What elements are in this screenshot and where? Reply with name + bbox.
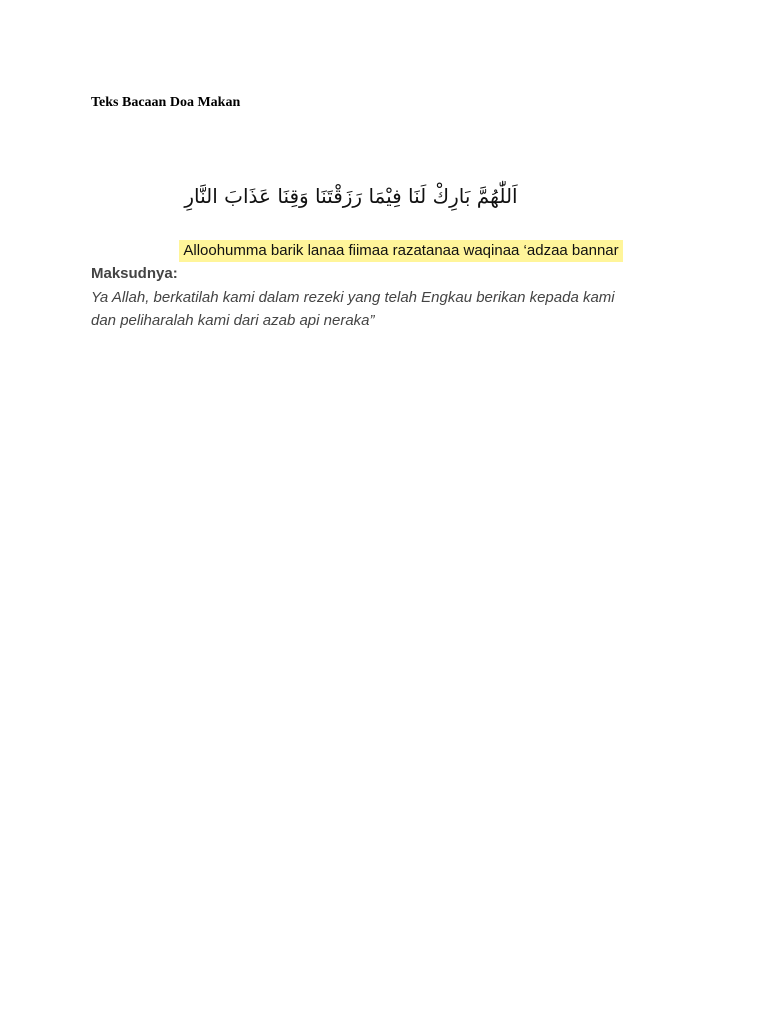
document-title: Teks Bacaan Doa Makan [91,95,241,110]
meaning-line-1: Ya Allah, berkatilah kami dalam rezeki yang telah Engkau berikan kepada kami [91,289,615,306]
transliteration-row [91,240,711,262]
transliteration-highlighted: Alloohumma barik lanaa fiimaa razatanaa waqinaa ‘adzaa bannar [179,240,622,262]
arabic-prayer-text: اَللّٰهُمَّ بَارِكْ لَنَا فِيْمَا رَزَقْتَنَا وَقِنَا عَذَابَ النَّارِ [184,184,518,208]
meaning-label: Maksudnya: [91,265,178,282]
meaning-text [91,286,691,332]
meaning-line-2: dan peliharalah kami dari azab api neraka” [91,312,375,329]
